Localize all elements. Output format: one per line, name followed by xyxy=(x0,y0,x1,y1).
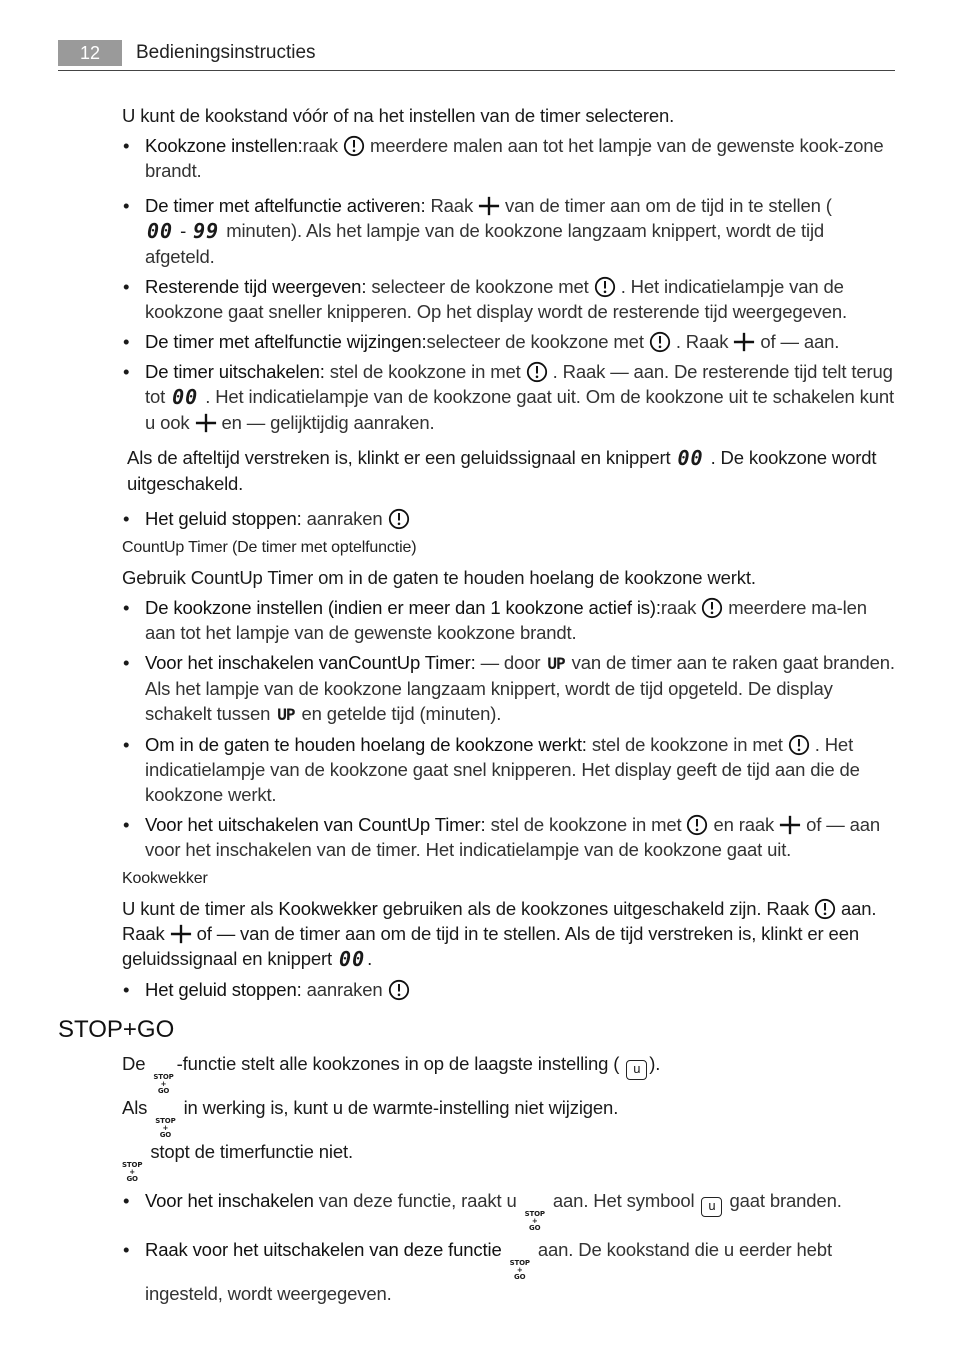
timer-clock-icon xyxy=(649,331,671,353)
bullet-label: Kookzone instellen: xyxy=(145,135,303,156)
list-item: • Het geluid stoppen: aanraken xyxy=(122,506,897,531)
timer-clock-icon xyxy=(686,814,708,836)
list-item: • Kookzone instellen:raak meerdere malen aan tot het lampje van de gewenste kook-zone brandt. xyxy=(122,133,897,183)
bullet-label: De timer met aftelfunctie wijzingen: xyxy=(145,331,427,352)
timer-clock-icon xyxy=(343,135,365,157)
kookwekker-heading: Kookwekker xyxy=(122,870,208,887)
list-item: • Voor het uitschakelen van CountUp Timer: stel de kookzone in met en raak of — aan voor het inschakelen van de timer. Het indicatielampje van de kookzone gaat uit. xyxy=(122,812,897,862)
list-item: • Voor het inschakelen van deze functie, raakt u STOP + GO aan. Het symbool u gaat branden. xyxy=(122,1188,897,1232)
countup-bullet-list xyxy=(122,595,897,862)
stopgo-line-3: STOP + GO stopt de timerfunctie niet. xyxy=(122,1141,353,1183)
kookwekker-paragraph: U kunt de timer als Kookwekker gebruiken als de kookzones uitgeschakeld zijn. Raak aan. Raak of — van de timer aan om de tijd in te stellen. Als de tijd verstreken is, klinkt er een geluidssignaal en knippert 00 . xyxy=(122,898,877,971)
list-item: • De timer uitschakelen: stel de kookzone in met . Raak — aan. De resterende tijd telt terug tot 00 . Het indicatielampje van de kookzone gaat uit. Om de kookzone uit te schakelen kunt u ook en — gelijktijdig aanraken. xyxy=(122,359,897,435)
expired-paragraph: Als de afteltijd verstreken is, klinkt er een geluidssignaal en knippert 00 . De kookzone wordt uitgeschakeld. xyxy=(127,446,877,494)
timer-clock-icon xyxy=(701,597,723,619)
bullet-label: Voor het inschakelen vanCountUp Timer: xyxy=(145,652,476,673)
list-item: • Om in de gaten te houden hoelang de kookzone werkt: stel de kookzone in met . Het indicatielampje van de kookzone gaat snel knipperen. Het display geeft de tijd aan die de kookzone werkt. xyxy=(122,732,897,807)
plus-icon xyxy=(733,331,755,353)
stopgo-content xyxy=(122,1051,897,1311)
plus-icon xyxy=(779,814,801,836)
display-digits: 00 xyxy=(677,446,704,470)
stopgo-line-1: De STOP + GO -functie stelt alle kookzones in op de laagste instelling ( u ). xyxy=(122,1053,661,1095)
display-digits: 00 xyxy=(147,219,174,243)
list-item: • Voor het inschakelen vanCountUp Timer: — door UP van de timer aan te raken gaat branden. Als het lampje van de kookzone langzaam knippert, wordt de tijd opgeteld. De display schakelt tussen UP en getelde tijd (minuten). xyxy=(122,650,897,727)
stopgo-section-title: STOP+GO xyxy=(58,1016,175,1043)
page-number: 12 xyxy=(58,40,122,66)
plus-icon xyxy=(170,923,192,945)
display-digits: 00 xyxy=(339,947,366,971)
plus-icon xyxy=(478,195,500,217)
list-item: • Het geluid stoppen: aanraken xyxy=(122,977,897,1002)
list-item: • De timer met aftelfunctie wijzingen:selecteer de kookzone met . Raak of — aan. xyxy=(122,329,897,354)
stop-go-icon: STOP + GO xyxy=(509,1259,530,1281)
bullet-label: Raak voor het uitschakelen van deze functie xyxy=(145,1239,502,1260)
stop-go-icon: STOP + GO xyxy=(524,1210,545,1232)
bullet-label: Voor het uitschakelen van CountUp Timer: xyxy=(145,814,486,835)
bullet-label: Voor het inschakelen xyxy=(145,1190,314,1211)
bullet-label: Om in de gaten te houden hoelang de kookzone werkt: xyxy=(145,734,587,755)
stop-go-icon: STOP + GO xyxy=(153,1073,174,1095)
countup-intro: Gebruik CountUp Timer om in de gaten te houden hoelang de kookzone werkt. xyxy=(122,567,756,588)
bullet-label: De timer met aftelfunctie activeren: xyxy=(145,195,426,216)
display-digits: 00 xyxy=(172,385,199,409)
bullet-label: Het geluid stoppen: xyxy=(145,508,302,529)
list-item: • De timer met aftelfunctie activeren: Raak van de timer aan om de tijd in te stellen ( 00 - 99 minuten). Als het lampje van de kookzone langzaam knippert, wordt de tijd afgeteld. xyxy=(122,193,897,269)
list-item: • Raak voor het uitschakelen van deze functie STOP + GO aan. De kookstand die u eerder hebt ingesteld, wordt weergegeven. xyxy=(122,1237,897,1306)
header-title: Bedieningsinstructies xyxy=(136,42,316,63)
timer-clock-icon xyxy=(388,508,410,530)
intro-paragraph: U kunt de kookstand vóór of na het instellen van de timer selecteren. xyxy=(122,105,675,126)
bullet-label: De kookzone instellen (indien er meer dan 1 kookzone actief is): xyxy=(145,597,661,618)
list-item: • Resterende tijd weergeven: selecteer de kookzone met . Het indicatielampje van de kookzone gaat sneller knipperen. Op het display wordt de resterende tijd weergegeven. xyxy=(122,274,897,324)
up-icon: UP xyxy=(547,654,565,673)
stop-go-icon: STOP + GO xyxy=(122,1161,143,1183)
main-content xyxy=(122,103,897,1007)
page-header xyxy=(58,40,895,71)
bullet-label: Het geluid stoppen: xyxy=(145,979,302,1000)
bullet-label: Resterende tijd weergeven: xyxy=(145,276,367,297)
stopgo-bullet-list xyxy=(122,1188,897,1306)
bullet-label: De timer uitschakelen: xyxy=(145,361,325,382)
countup-heading: CountUp Timer (De timer met optelfunctie) xyxy=(122,539,417,556)
timer-bullet-list xyxy=(122,133,897,435)
timer-clock-icon xyxy=(814,898,836,920)
timer-clock-icon xyxy=(594,276,616,298)
up-icon: UP xyxy=(277,705,295,724)
stopgo-line-2: Als STOP + GO in werking is, kunt u de warmte-instelling niet wijzigen. xyxy=(122,1097,619,1139)
timer-clock-icon xyxy=(388,979,410,1001)
list-item: • De kookzone instellen (indien er meer dan 1 kookzone actief is):raak meerdere ma-len aan tot het lampje van de gewenste kookzone brandt. xyxy=(122,595,897,645)
keep-warm-symbol-icon: u xyxy=(626,1060,647,1080)
timer-clock-icon xyxy=(788,734,810,756)
display-digits: 99 xyxy=(193,219,220,243)
plus-icon xyxy=(195,412,217,434)
stop-go-icon: STOP + GO xyxy=(155,1117,176,1139)
timer-clock-icon xyxy=(526,361,548,383)
keep-warm-symbol-icon: u xyxy=(701,1197,722,1217)
